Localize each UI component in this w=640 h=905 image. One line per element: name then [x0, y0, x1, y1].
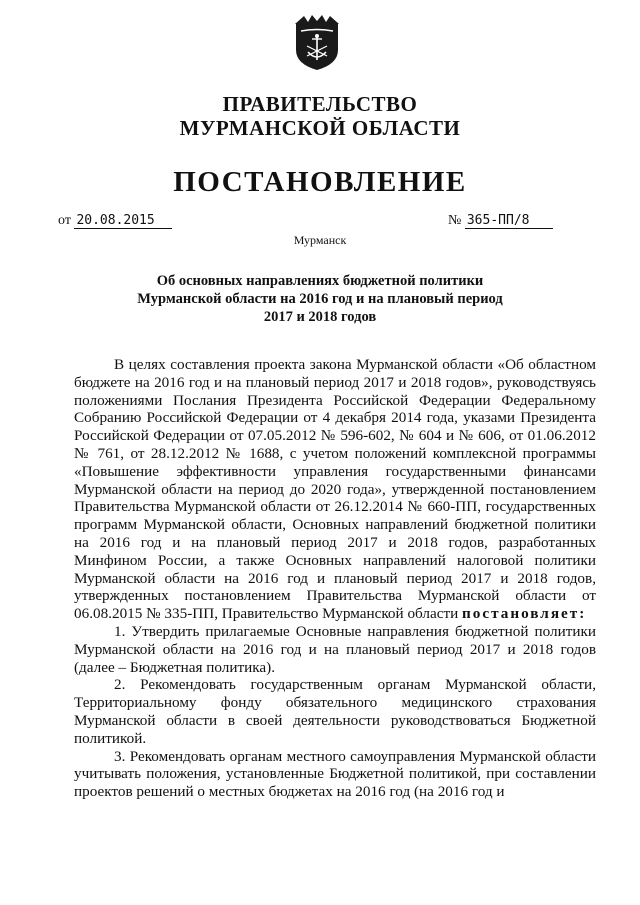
document-number: 365-ПП/8	[465, 213, 553, 229]
item-1-paragraph: 1. Утвердить прилагаемые Основные направления бюджетной политики Мурманской области на 2016 год и на плановый период 2017 и 2018 годов (далее – Бюджетная политика).	[74, 622, 596, 676]
preamble-text: В целях составления проекта закона Мурманской области «Об областном бюджете на 2016 год и на плановый период 2017 и 2018 годов», руководствуясь положениями Послания Президента Российской Федерации Федеральному Собранию Российской Федерации от 4 декабря 2014 года, указами Президента Российской Федерации от 07.05.2012 № 596-602, № 604 и № 606, от 01.06.2012 № 761, от 28.12.2012 № 1688, с учетом положений комплексной программы «Повышение эффективности управления государственными финансами Мурманской области на период до 2020 года», утвержденной постановлением Правительства Мурманской области от 26.12.2014 № 660-ПП, государственных программ Мурманской области, Основных направлений бюджетной политики на 2016 год и на плановый период 2017 и 2018 годов, разработанных Минфином России, а также Основных направлений налоговой политики Мурманской области на 2016 год и плановый период 2017 и 2018 годов, утвержденных постановлением Правительства Мурманской области от 06.08.2015 № 335-ПП, Правительство Мурманской области	[74, 356, 596, 623]
organization-name-line2: МУРМАНСКОЙ ОБЛАСТИ	[179, 116, 461, 140]
number-prefix: №	[448, 213, 462, 228]
document-title	[0, 272, 640, 326]
organization-name-line1: ПРАВИТЕЛЬСТВО	[222, 92, 418, 116]
city-name: Мурманск	[293, 233, 347, 247]
item-3-paragraph: 3. Рекомендовать органам местного самоуправления Мурманской области учитывать положения, установленные Бюджетной политикой, при составлении проектов решений о местных бюджетах на 2016 год (на 2016 год и	[74, 747, 596, 801]
preamble-paragraph	[74, 356, 596, 623]
document-type-heading: ПОСТАНОВЛЕНИЕ	[173, 166, 467, 198]
title-line1: Об основных направлениях бюджетной политики	[156, 273, 484, 289]
decree-word: постановляет:	[462, 605, 587, 623]
document-number-row	[448, 213, 553, 229]
title-line3: 2017 и 2018 годов	[263, 309, 377, 325]
document-date-row	[58, 213, 172, 229]
document-body	[74, 356, 596, 801]
item-2-paragraph: 2. Рекомендовать государственным органам Мурманской области, Территориальному фонду обязательного медицинского страхования Мурманской области в своей деятельности руководствоваться Бюджетной политикой.	[74, 676, 596, 747]
title-line2: Мурманской области на 2016 год и на плановый период	[137, 291, 503, 307]
date-prefix: от	[58, 213, 71, 228]
document-date: 20.08.2015	[74, 213, 172, 229]
coat-of-arms-emblem	[292, 14, 342, 72]
